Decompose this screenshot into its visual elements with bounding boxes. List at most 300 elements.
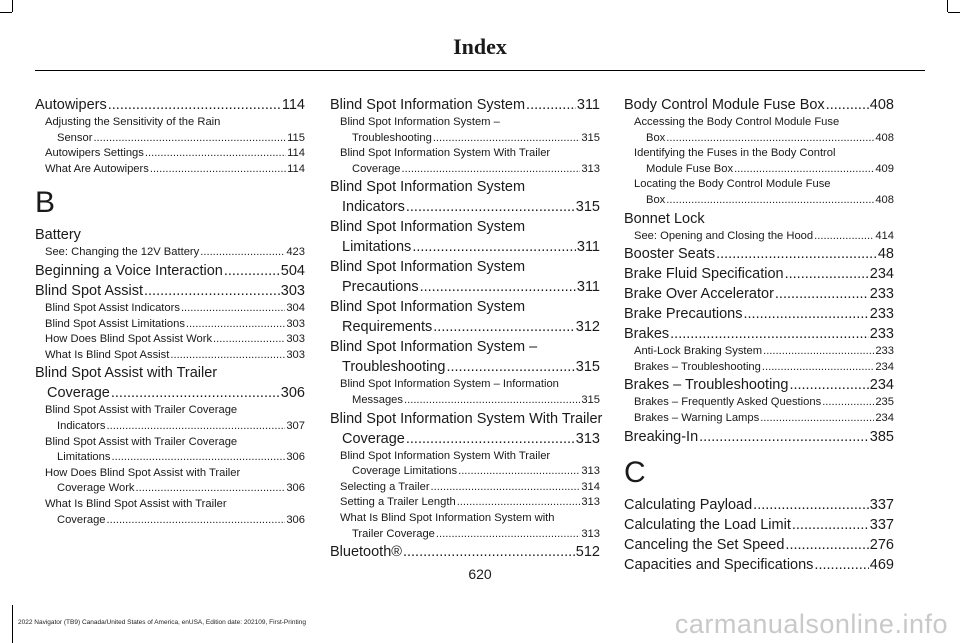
index-page-number[interactable]: 313	[581, 162, 600, 175]
index-page-number[interactable]: 303	[286, 317, 305, 330]
dot-leader	[186, 317, 285, 333]
index-page-number[interactable]: 234	[869, 377, 894, 394]
index-entry-text: Selecting a Trailer	[340, 480, 430, 493]
dot-leader	[412, 237, 576, 257]
dot-leader	[136, 481, 286, 497]
index-entry-text: Setting a Trailer Length	[340, 496, 456, 509]
index-entry-line	[340, 115, 600, 131]
crop-mark-top-right-v	[947, 0, 948, 12]
index-subentry[interactable]	[35, 348, 305, 364]
index-entry-line	[634, 344, 894, 360]
index-entry-line	[624, 375, 894, 395]
index-entry-text: Blind Spot Information System – Information	[340, 378, 559, 391]
index-entry-text: Brakes – Frequently Asked Questions	[634, 396, 822, 409]
index-page-number[interactable]: 313	[581, 465, 600, 478]
index-page-number[interactable]: 408	[869, 97, 894, 113]
index-subentry[interactable]	[624, 344, 894, 360]
index-page-number[interactable]: 234	[875, 411, 894, 424]
index-entry[interactable]	[624, 324, 894, 344]
dot-leader	[670, 324, 869, 344]
index-entry-text: What Are Autowipers	[45, 162, 149, 175]
index-page-number[interactable]: 306	[286, 482, 305, 495]
index-entry-line	[634, 360, 894, 376]
index-entry-line	[35, 261, 305, 281]
index-page-number[interactable]: 315	[575, 359, 600, 376]
index-entry-text: Trailer Coverage	[352, 527, 435, 540]
dot-leader	[181, 301, 285, 317]
crop-mark-top-right-h	[948, 12, 960, 13]
index-subentry[interactable]	[330, 480, 600, 496]
index-page-number[interactable]: 315	[581, 393, 600, 406]
index-page-number[interactable]: 233	[869, 306, 894, 323]
index-entry-line	[634, 115, 894, 131]
index-entry-line	[340, 146, 600, 162]
dot-leader	[433, 317, 575, 337]
index-entry[interactable]	[624, 209, 894, 229]
index-entry-line	[45, 497, 305, 513]
index-entry-text: Blind Spot Information System With Trailer	[340, 449, 551, 462]
index-page-number[interactable]: 233	[869, 286, 894, 303]
dot-leader	[822, 395, 874, 411]
index-entry-text: Precautions	[342, 279, 419, 296]
index-entry-line	[45, 513, 305, 529]
index-entry-text: Brakes	[624, 326, 670, 343]
index-subentry[interactable]	[35, 317, 305, 333]
dot-leader	[753, 495, 869, 515]
index-page-number[interactable]: 315	[581, 131, 600, 144]
crop-mark-top-left-v	[12, 0, 13, 12]
index-page-number[interactable]: 303	[280, 282, 305, 299]
index-subentry[interactable]	[330, 495, 600, 511]
index-entry-text: Brake Precautions	[624, 306, 743, 323]
dot-leader	[111, 383, 280, 403]
index-entry-text: Indicators	[57, 419, 106, 432]
dot-leader	[420, 277, 576, 297]
edition-note: 2022 Navigator (TB9) Canada/United States of America, enUSA, Edition date: 202109, First-Printing	[18, 619, 306, 626]
index-page-number[interactable]: 114	[287, 147, 305, 160]
index-entry-line	[340, 511, 600, 527]
index-page-number[interactable]: 409	[875, 162, 894, 175]
index-entry-line	[624, 244, 894, 264]
index-entry-line	[624, 427, 894, 447]
dot-leader	[763, 344, 874, 360]
index-entry-text: Brakes – Troubleshooting	[634, 360, 761, 373]
dot-leader	[213, 332, 285, 348]
crop-mark-bottom-left-v	[12, 605, 13, 643]
dot-leader	[144, 281, 280, 301]
dot-leader	[775, 284, 869, 304]
index-entry-line	[330, 357, 600, 377]
index-page-number[interactable]: 233	[875, 345, 894, 358]
dot-leader	[402, 162, 581, 178]
index-page-number[interactable]: 504	[280, 262, 305, 279]
index-entry-text: Calculating the Load Limit	[624, 516, 791, 533]
dot-leader	[108, 95, 281, 115]
index-entry-text: Blind Spot Information System	[330, 179, 526, 196]
index-page-number[interactable]: 311	[576, 97, 600, 113]
index-entry-line	[340, 131, 600, 147]
index-entry-text: See: Changing the 12V Battery	[45, 246, 200, 259]
index-subentry[interactable]	[35, 146, 305, 162]
index-entry-line	[45, 435, 305, 451]
dot-leader	[170, 348, 285, 364]
index-column-3	[624, 95, 894, 575]
dot-leader	[789, 375, 868, 395]
index-subentry[interactable]	[35, 115, 305, 146]
index-entry-line	[624, 495, 894, 515]
index-entry[interactable]	[35, 95, 305, 115]
index-page-number[interactable]: 303	[286, 348, 305, 361]
index-entry-text: Box	[646, 193, 666, 206]
index-page-number[interactable]: 385	[869, 428, 894, 445]
index-entry[interactable]	[624, 535, 894, 555]
index-page-number[interactable]: 313	[575, 430, 600, 447]
index-page-number[interactable]: 114	[287, 162, 305, 175]
index-page-number[interactable]: 315	[575, 199, 600, 216]
index-entry-line	[624, 324, 894, 344]
dot-leader	[406, 429, 575, 449]
index-entry-line	[45, 131, 305, 147]
index-page-number[interactable]: 469	[869, 556, 894, 573]
dot-leader	[666, 193, 874, 209]
index-entry-text: Requirements	[342, 319, 433, 336]
index-subentry[interactable]	[35, 403, 305, 434]
index-entry-text: Anti-Lock Braking System	[634, 345, 763, 358]
index-entry-text: Blind Spot Information System	[330, 97, 526, 113]
index-entry[interactable]	[624, 95, 894, 115]
index-page-number[interactable]: 233	[869, 326, 894, 343]
index-entry-text: What Is Blind Spot Assist	[45, 348, 170, 361]
index-entry-text: Autowipers	[35, 97, 107, 113]
index-entry-line	[624, 535, 894, 555]
index-entry-line	[330, 237, 600, 257]
index-entry[interactable]	[35, 363, 305, 403]
index-entry-line	[45, 450, 305, 466]
dot-leader	[406, 197, 575, 217]
index-entry[interactable]	[624, 427, 894, 447]
index-subentry[interactable]	[35, 162, 305, 178]
index-entry-line	[330, 337, 600, 357]
index-entry-text: Coverage Limitations	[352, 465, 458, 478]
index-entry-line	[634, 229, 894, 245]
index-letter-heading: C	[624, 455, 646, 489]
dot-leader	[760, 411, 874, 427]
index-entry-text: Calculating Payload	[624, 496, 753, 513]
index-subentry[interactable]	[35, 332, 305, 348]
index-entry[interactable]	[624, 515, 894, 535]
dot-leader	[224, 261, 280, 281]
index-entry-text: Bluetooth®	[330, 544, 402, 561]
index-entry-line	[330, 197, 600, 217]
index-entry-text: Adjusting the Sensitivity of the Rain	[45, 116, 221, 128]
index-page-number[interactable]: 414	[875, 229, 894, 242]
index-page-number[interactable]: 314	[581, 480, 600, 493]
dot-leader	[457, 495, 581, 511]
index-subentry[interactable]	[35, 497, 305, 528]
index-page-number[interactable]: 512	[575, 544, 600, 561]
index-entry-text: Sensor	[57, 131, 93, 144]
index-page-number[interactable]: 304	[286, 301, 305, 314]
dot-leader	[403, 542, 575, 562]
index-entry-text: Bonnet Lock	[624, 210, 705, 227]
index-subentry[interactable]	[624, 146, 894, 177]
index-entry[interactable]	[330, 337, 600, 377]
index-entry-text: Brakes – Troubleshooting	[624, 377, 789, 394]
index-entry-line	[45, 466, 305, 482]
dot-leader	[458, 464, 580, 480]
index-entry-text: Brake Over Accelerator	[624, 286, 774, 303]
index-page-number[interactable]: 408	[875, 193, 894, 206]
index-entry-line	[330, 409, 603, 429]
index-subentry[interactable]	[624, 411, 894, 427]
index-entry-line	[35, 281, 305, 301]
index-entry-line	[330, 277, 600, 297]
page-title: Index	[453, 34, 507, 59]
index-entry-line	[340, 449, 600, 465]
index-entry[interactable]	[624, 495, 894, 515]
index-entry-text: Blind Spot Information System	[330, 259, 526, 276]
index-entry-line	[45, 245, 305, 261]
index-letter-heading: B	[35, 186, 56, 220]
index-entry-line	[340, 480, 600, 496]
index-entry-line	[330, 95, 600, 115]
index-entry-text: Locating the Body Control Module Fuse	[634, 178, 831, 191]
index-entry[interactable]	[35, 225, 305, 245]
index-entry[interactable]	[330, 297, 600, 337]
index-entry-text: Coverage	[47, 385, 110, 402]
index-subentry[interactable]	[330, 449, 600, 480]
index-entry-text: Coverage	[352, 162, 401, 175]
index-entry-line	[340, 464, 600, 480]
index-entry-line	[45, 332, 305, 348]
index-entry-line	[624, 304, 894, 324]
dot-leader	[107, 513, 286, 529]
index-entry-line	[624, 95, 894, 115]
index-entry-line	[340, 527, 600, 543]
index-entry-line	[45, 115, 305, 131]
index-entry-line	[340, 495, 600, 511]
index-subentry[interactable]	[624, 395, 894, 411]
index-entry-text: Blind Spot Information System –	[340, 116, 500, 128]
index-page-number[interactable]: 313	[581, 496, 600, 509]
dot-leader	[743, 304, 868, 324]
index-entry[interactable]	[330, 177, 600, 217]
index-entry-text: Limitations	[57, 451, 111, 464]
index-entry-text: Brakes – Warning Lamps	[634, 411, 760, 424]
index-page-number[interactable]: 337	[869, 496, 894, 513]
dot-leader	[826, 95, 869, 115]
dot-leader	[785, 264, 869, 284]
index-page-number[interactable]: 311	[576, 279, 600, 296]
dot-leader	[792, 515, 869, 535]
dot-leader	[526, 95, 576, 115]
index-entry-text: Messages	[352, 393, 403, 406]
page-number: 620	[468, 566, 492, 582]
index-entry[interactable]	[35, 281, 305, 301]
index-page-number[interactable]: 235	[875, 396, 894, 409]
index-page-number[interactable]: 115	[287, 131, 305, 144]
index-entry-text: Blind Spot Information System –	[330, 339, 538, 356]
index-page-number[interactable]: 303	[286, 333, 305, 346]
index-page-number[interactable]: 276	[869, 536, 894, 553]
dot-leader	[431, 480, 581, 496]
index-subentry[interactable]	[330, 115, 600, 146]
index-subentry[interactable]	[35, 466, 305, 497]
index-page-number[interactable]: 306	[280, 385, 305, 402]
watermark: carmanualsonline.info	[674, 609, 948, 639]
index-entry-text: Box	[646, 131, 666, 144]
index-subentry[interactable]	[624, 115, 894, 146]
index-entry[interactable]	[624, 264, 894, 284]
index-subentry[interactable]	[624, 177, 894, 208]
index-entry-text: Accessing the Body Control Module Fuse	[634, 116, 840, 128]
index-entry-line	[35, 383, 305, 403]
index-entry-line	[634, 177, 894, 193]
index-entry[interactable]	[330, 542, 600, 562]
index-entry-line	[35, 95, 305, 115]
dot-leader	[762, 360, 874, 376]
dot-leader	[107, 419, 286, 435]
index-entry-line	[340, 377, 600, 393]
index-entry-line	[330, 177, 600, 197]
index-entry-text: Blind Spot Assist Indicators	[45, 301, 180, 314]
index-entry-text: Blind Spot Information System With Trailer	[330, 410, 603, 427]
dot-leader	[699, 427, 869, 447]
index-entry-text: Blind Spot Assist Limitations	[45, 317, 185, 330]
dot-leader	[716, 244, 877, 264]
index-entry[interactable]	[35, 261, 305, 281]
index-entry-line	[330, 429, 600, 449]
index-page-number[interactable]: 306	[286, 513, 305, 526]
index-entry-text: Blind Spot Information System	[330, 219, 526, 236]
index-entry-line	[624, 264, 894, 284]
index-entry[interactable]	[330, 409, 603, 449]
index-subentry[interactable]	[330, 377, 600, 408]
index-entry[interactable]	[624, 375, 894, 395]
index-subentry[interactable]	[624, 229, 894, 245]
dot-leader	[446, 357, 574, 377]
index-entry-line	[330, 317, 600, 337]
dot-leader	[93, 131, 286, 147]
index-subentry[interactable]	[330, 511, 600, 542]
index-entry-line	[45, 419, 305, 435]
index-entry[interactable]	[624, 304, 894, 324]
index-entry-text: Booster Seats	[624, 246, 716, 263]
index-entry-line	[45, 403, 305, 419]
dot-leader	[145, 146, 286, 162]
index-entry-text: Autowipers Settings	[45, 147, 144, 160]
index-entry-line	[35, 225, 305, 245]
index-entry-text: Module Fuse Box	[646, 162, 734, 175]
index-subentry[interactable]	[35, 435, 305, 466]
index-page-number[interactable]: 234	[875, 360, 894, 373]
dot-leader	[200, 245, 285, 261]
index-page-number[interactable]: 311	[576, 239, 600, 256]
index-entry-line	[634, 162, 894, 178]
index-page-number[interactable]: 307	[286, 419, 305, 432]
index-entry-line	[340, 393, 600, 409]
dot-leader	[404, 393, 580, 409]
index-entry[interactable]	[624, 244, 894, 264]
index-entry-line	[624, 284, 894, 304]
dot-leader	[436, 527, 580, 543]
index-entry[interactable]	[624, 284, 894, 304]
index-entry-line	[45, 146, 305, 162]
index-entry-line	[624, 209, 894, 229]
index-entry-text: Blind Spot Information System	[330, 299, 526, 316]
index-entry-text: Coverage Work	[57, 482, 135, 495]
index-subentry[interactable]	[35, 245, 305, 261]
index-entry-text: Body Control Module Fuse Box	[624, 97, 825, 113]
index-subentry[interactable]	[35, 301, 305, 317]
index-subentry[interactable]	[624, 360, 894, 376]
index-column-1	[35, 95, 305, 528]
index-entry-line	[45, 481, 305, 497]
dot-leader	[734, 162, 874, 178]
index-entry-text: Coverage	[57, 513, 106, 526]
index-entry-line	[45, 348, 305, 364]
crop-mark-top-left-h	[0, 12, 12, 13]
index-entry-line	[634, 411, 894, 427]
index-entry-line	[330, 297, 600, 317]
index-entry[interactable]	[330, 95, 600, 115]
index-page-number[interactable]: 408	[875, 131, 894, 144]
index-entry-line	[634, 131, 894, 147]
header-rule	[35, 70, 925, 71]
index-entry-line	[45, 317, 305, 333]
index-subentry[interactable]	[330, 146, 600, 177]
index-page-number[interactable]: 313	[581, 527, 600, 540]
index-page-number[interactable]: 234	[869, 266, 894, 283]
index-page-number[interactable]: 423	[286, 246, 305, 259]
index-entry-line	[340, 162, 600, 178]
dot-leader	[785, 535, 868, 555]
index-entry-text: Troubleshooting	[352, 131, 432, 144]
index-entry-text: Identifying the Fuses in the Body Control	[634, 147, 836, 160]
index-entry-text: How Does Blind Spot Assist Work	[45, 333, 213, 346]
index-entry-text: Battery	[35, 227, 81, 244]
index-entry[interactable]	[330, 257, 600, 297]
index-entry-text: Blind Spot Assist with Trailer	[35, 365, 218, 382]
dot-leader	[150, 162, 286, 178]
index-entry-line	[330, 257, 600, 277]
index-entry-line	[634, 395, 894, 411]
index-page-number[interactable]: 337	[869, 516, 894, 533]
index-page-number[interactable]: 114	[281, 97, 305, 113]
index-entry-text: Canceling the Set Speed	[624, 536, 785, 553]
index-page-number[interactable]: 306	[286, 451, 305, 464]
index-entry-line	[45, 162, 305, 178]
dot-leader	[433, 131, 581, 147]
index-entry-text: Blind Spot Assist with Trailer Coverage	[45, 404, 238, 417]
index-entry-text: Brake Fluid Specification	[624, 266, 784, 283]
index-entry-text: Blind Spot Information System With Trailer	[340, 147, 551, 160]
index-entry[interactable]	[330, 217, 600, 257]
dot-leader	[666, 131, 874, 147]
index-entry-text: See: Opening and Closing the Hood	[634, 229, 814, 242]
index-entry-text: How Does Blind Spot Assist with Trailer	[45, 466, 241, 479]
dot-leader	[111, 450, 285, 466]
index-entry-text: Limitations	[342, 239, 412, 256]
index-page-number[interactable]: 48	[877, 246, 894, 263]
index-entry-text: Breaking-In	[624, 428, 699, 445]
index-entry-text: Blind Spot Assist with Trailer Coverage	[45, 435, 238, 448]
index-entry-line	[45, 301, 305, 317]
index-entry-line	[634, 193, 894, 209]
index-column-2	[330, 95, 603, 562]
index-page-number[interactable]: 312	[575, 319, 600, 336]
index-entry-line	[624, 515, 894, 535]
